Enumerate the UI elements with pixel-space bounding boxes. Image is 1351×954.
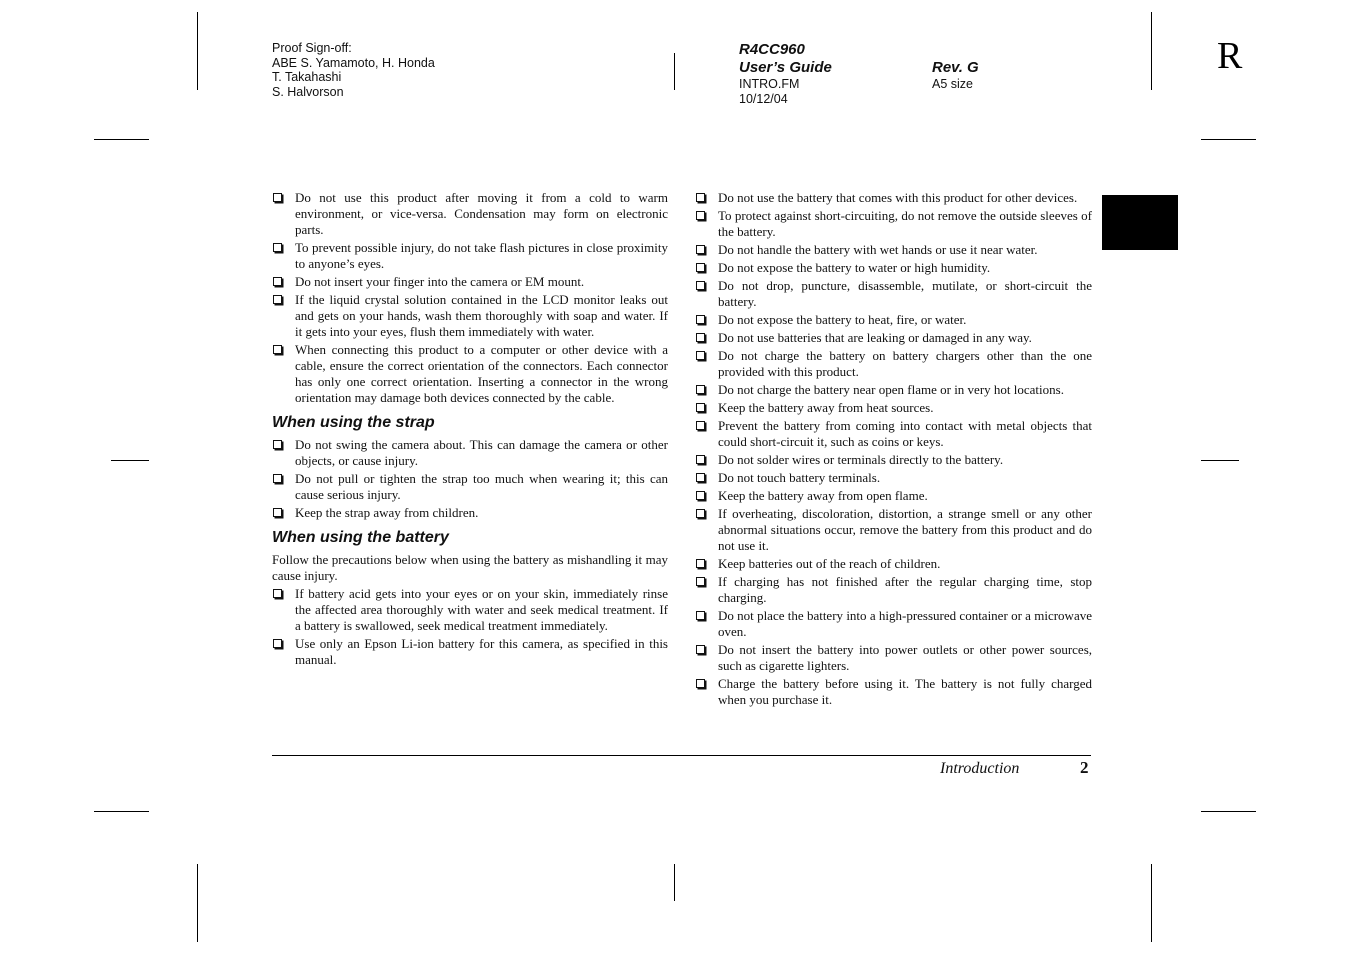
checkbox-bullet-icon — [696, 245, 705, 254]
paper-size: A5 size — [932, 77, 973, 91]
list-item: Do not use batteries that are leaking or damaged in any way. — [695, 330, 1092, 346]
list-item: Do not expose the battery to water or high humidity. — [695, 260, 1092, 276]
battery-precautions-list — [695, 190, 1092, 708]
checkbox-bullet-icon — [696, 333, 705, 342]
right-column — [695, 190, 1092, 710]
checkbox-bullet-icon — [696, 211, 705, 220]
list-item: Keep the strap away from children. — [272, 505, 668, 521]
list-item: Charge the battery before using it. The battery is not fully charged when you purchase it. — [695, 676, 1092, 708]
crop-mark — [111, 460, 149, 461]
list-item: Keep batteries out of the reach of children. — [695, 556, 1092, 572]
checkbox-bullet-icon — [696, 351, 705, 360]
list-item: Keep the battery away from open flame. — [695, 488, 1092, 504]
proof-line: Proof Sign-off: — [272, 41, 352, 55]
checkbox-bullet-icon — [273, 589, 282, 598]
checkbox-bullet-icon — [273, 508, 282, 517]
list-item: Do not touch battery terminals. — [695, 470, 1092, 486]
checkbox-bullet-icon — [696, 385, 705, 394]
checkbox-bullet-icon — [696, 509, 705, 518]
checkbox-bullet-icon — [696, 421, 705, 430]
safety-list — [272, 190, 668, 406]
list-item: Do not pull or tighten the strap too much when wearing it; this can cause serious injury. — [272, 471, 668, 503]
chapter-thumb-tab — [1102, 195, 1178, 250]
list-item: Do not handle the battery with wet hands or use it near water. — [695, 242, 1092, 258]
list-item: To prevent possible injury, do not take flash pictures in close proximity to anyone’s eyes. — [272, 240, 668, 272]
list-item: When connecting this product to a computer or other device with a cable, ensure the correct orientation of the connectors. Each connector has only one correct orientation. Inserting a connector in the wrong orientation may damage both devices connected by the cable. — [272, 342, 668, 406]
checkbox-bullet-icon — [696, 577, 705, 586]
checkbox-bullet-icon — [273, 193, 282, 202]
crop-mark — [674, 53, 675, 90]
list-item: Do not insert the battery into power outlets or other power sources, such as cigarette lighters. — [695, 642, 1092, 674]
list-item: Do not expose the battery to heat, fire, or water. — [695, 312, 1092, 328]
checkbox-bullet-icon — [696, 263, 705, 272]
proof-line: T. Takahashi — [272, 70, 342, 85]
list-item: Prevent the battery from coming into contact with metal objects that could short-circuit it, such as coins or keys. — [695, 418, 1092, 450]
file-name: INTRO.FM — [739, 77, 800, 91]
left-column — [272, 190, 668, 670]
section-heading-strap: When using the strap — [272, 414, 435, 431]
strap-list — [272, 437, 668, 521]
footer-section-title: Introduction — [940, 760, 1020, 777]
list-item: Keep the battery away from heat sources. — [695, 400, 1092, 416]
checkbox-bullet-icon — [273, 295, 282, 304]
checkbox-bullet-icon — [696, 679, 705, 688]
list-item: Do not charge the battery on battery chargers other than the one provided with this product. — [695, 348, 1092, 380]
checkbox-bullet-icon — [696, 281, 705, 290]
crop-mark — [94, 139, 149, 140]
list-item: Do not swing the camera about. This can damage the camera or other objects, or cause injury. — [272, 437, 668, 469]
list-item: Do not drop, puncture, disassemble, mutilate, or short-circuit the battery. — [695, 278, 1092, 310]
checkbox-bullet-icon — [696, 193, 705, 202]
battery-list — [272, 586, 668, 668]
list-item: Do not charge the battery near open flame or in very hot locations. — [695, 382, 1092, 398]
list-item: Use only an Epson Li-ion battery for this camera, as specified in this manual. — [272, 636, 668, 668]
crop-mark — [197, 12, 198, 90]
guide-title: User’s Guide — [739, 59, 832, 76]
checkbox-bullet-icon — [696, 559, 705, 568]
document-date: 10/12/04 — [739, 91, 788, 106]
crop-mark — [1201, 139, 1256, 140]
list-item: Do not solder wires or terminals directly to the battery. — [695, 452, 1092, 468]
revision-info — [932, 59, 979, 92]
proof-line: S. Halvorson — [272, 84, 344, 99]
checkbox-bullet-icon — [696, 491, 705, 500]
crop-mark — [1201, 811, 1256, 812]
list-item: If charging has not finished after the regular charging time, stop charging. — [695, 574, 1092, 606]
checkbox-bullet-icon — [273, 440, 282, 449]
product-code: R4CC960 — [739, 41, 805, 58]
crop-mark — [1151, 864, 1152, 942]
crop-mark — [1151, 12, 1152, 90]
crop-mark — [1201, 460, 1239, 461]
revision: Rev. G — [932, 59, 979, 76]
checkbox-bullet-icon — [696, 455, 705, 464]
proof-signoff — [272, 41, 435, 99]
list-item: Do not use the battery that comes with this product for other devices. — [695, 190, 1092, 206]
checkbox-bullet-icon — [696, 611, 705, 620]
checkbox-bullet-icon — [696, 315, 705, 324]
checkbox-bullet-icon — [696, 403, 705, 412]
crop-mark — [94, 811, 149, 812]
proof-line: ABE S. Yamamoto, H. Honda — [272, 55, 435, 70]
document-info — [739, 41, 832, 106]
list-item: If the liquid crystal solution contained in the LCD monitor leaks out and gets on your hands, wash them thoroughly with soap and water. If it gets into your eyes, flush them immediately with water. — [272, 292, 668, 340]
checkbox-bullet-icon — [273, 277, 282, 286]
checkbox-bullet-icon — [273, 243, 282, 252]
footer-rule — [272, 755, 1091, 756]
list-item: Do not place the battery into a high-pressured container or a microwave oven. — [695, 608, 1092, 640]
list-item: Do not use this product after moving it from a cold to warm environment, or vice-versa. Condensation may form on electronic parts. — [272, 190, 668, 238]
list-item: Do not insert your finger into the camera or EM mount. — [272, 274, 668, 290]
list-item: If battery acid gets into your eyes or on your skin, immediately rinse the affected area thoroughly with water and seek medical treatment. If a battery is swallowed, seek medical treatment immediately. — [272, 586, 668, 634]
checkbox-bullet-icon — [696, 645, 705, 654]
page-number: 2 — [1080, 758, 1089, 777]
page-side-letter: R — [1217, 35, 1243, 77]
checkbox-bullet-icon — [273, 474, 282, 483]
section-heading-battery: When using the battery — [272, 529, 449, 546]
crop-mark — [197, 864, 198, 942]
crop-mark — [674, 864, 675, 901]
battery-intro: Follow the precautions below when using the battery as mishandling it may cause injury. — [272, 552, 668, 583]
checkbox-bullet-icon — [273, 639, 282, 648]
list-item: If overheating, discoloration, distortion, a strange smell or any other abnormal situations occur, remove the battery from this product and do not use it. — [695, 506, 1092, 554]
checkbox-bullet-icon — [696, 473, 705, 482]
checkbox-bullet-icon — [273, 345, 282, 354]
list-item: To protect against short-circuiting, do not remove the outside sleeves of the battery. — [695, 208, 1092, 240]
